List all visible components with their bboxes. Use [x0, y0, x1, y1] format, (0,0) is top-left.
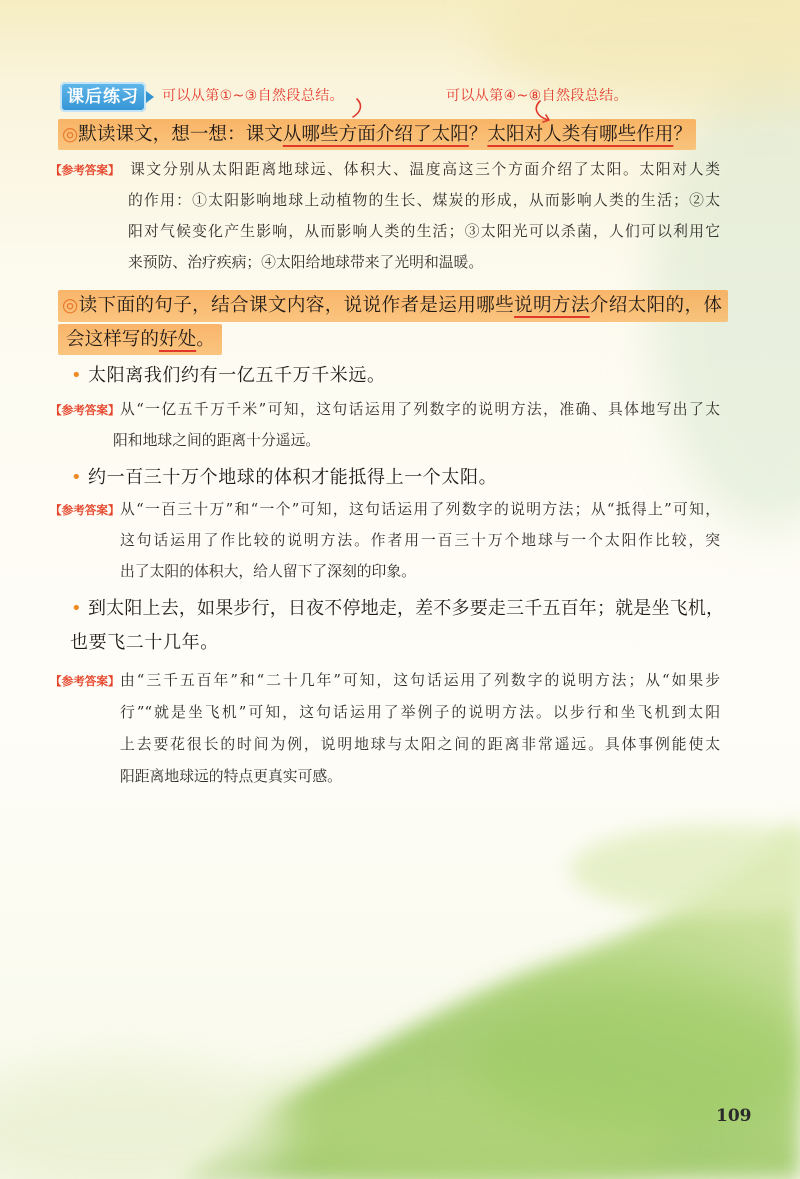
badge-pointer-icon — [146, 91, 154, 103]
answer-1-line: 阳对气候变化产生影响，从而影响人类的生活；③太阳光可以杀菌，人们可以利用它 — [128, 223, 720, 240]
answer-1-line: 的作用：①太阳影响地球上动植物的生长、煤炭的形成，从而影响人类的生活；②太 — [128, 192, 720, 209]
bullet-icon: • — [71, 598, 82, 619]
answer-label: 【参考答案】 — [50, 674, 120, 688]
example-answer-line: 由“三千五百年”和“二十几年”可知，这句话运用了列数字的说明方法；从“如果步 — [120, 672, 720, 689]
bullet-icon: • — [71, 365, 82, 386]
question-1-underlined-part-2: 太阳对人类有哪些作用 — [487, 124, 674, 145]
answer-label: 【参考答案】 — [50, 163, 120, 177]
example-answer-line: 出了太阳的体积大，给人留下了深刻的印象。 — [120, 563, 416, 580]
example-sentence: 也要飞二十几年。 — [70, 632, 219, 653]
page-number: 109 — [716, 1106, 752, 1126]
question-2-underlined-part-2: 好处 — [158, 329, 197, 350]
section-badge: 课后练习 — [60, 82, 146, 112]
question-2-line — [62, 290, 722, 322]
question-marker-icon: ◎ — [62, 124, 79, 145]
question-1-underlined-part-1: 从哪些方面介绍了太阳 — [282, 124, 469, 145]
answer-label: 【参考答案】 — [50, 403, 120, 417]
bullet-icon: • — [71, 467, 82, 488]
question-2-text: 读下面的句子，结合课文内容，说说作者是运用哪些 — [78, 295, 515, 316]
example-answer-line: 阳和地球之间的距离十分遥远。 — [113, 432, 321, 449]
example-answer-line: 从“一亿五千万千米”可知，这句话运用了列数字的说明方法，准确、具体地写出了太 — [120, 401, 720, 418]
question-2-line — [66, 324, 215, 355]
question-1-text: 默读课文，想一想：课文 — [78, 124, 283, 145]
answer-label: 【参考答案】 — [50, 503, 120, 517]
answer-1-line: 来预防、治疗疾病；④太阳给地球带来了光明和温暖。 — [128, 254, 484, 271]
question-1-punctuation: ？ — [673, 124, 692, 145]
answer-1-line: 课文分别从太阳距离地球远、体积大、温度高这三个方面介绍了太阳。太阳对人类 — [130, 161, 720, 178]
annotation-note-right: 可以从第④~⑧自然段总结。 — [446, 88, 629, 104]
question-marker-icon: ◎ — [62, 295, 79, 316]
example-answer-line: 阳距离地球远的特点更真实可感。 — [120, 768, 342, 785]
question-2-underlined-part-1: 说明方法 — [514, 295, 590, 316]
question-2-text: 会这样写的 — [66, 329, 159, 350]
example-answer-line: 从“一百三十万”和“一个”可知，这句话运用了列数字的说明方法；从“抵得上”可知， — [120, 501, 720, 518]
example-sentence: 约一百三十万个地球的体积才能抵得上一个太阳。 — [88, 467, 498, 488]
question-2-punctuation: 。 — [196, 329, 215, 350]
question-2-text: 介绍太阳的，体 — [589, 295, 722, 316]
question-1-punctuation: ？ — [468, 124, 488, 145]
question-1 — [62, 119, 692, 150]
example-answer-line: 行”“就是坐飞机”可知，这句话运用了举例子的说明方法。以步行和坐飞机到太阳 — [120, 704, 720, 721]
annotation-note-left: 可以从第①~③自然段总结。 — [162, 88, 345, 104]
example-sentence: 到太阳上去，如果步行，日夜不停地走，差不多要走三千五百年；就是坐飞机， — [88, 598, 724, 619]
example-sentence: 太阳离我们约有一亿五千万千米远。 — [88, 365, 386, 386]
example-answer-line: 上去要花很长的时间为例，说明地球与太阳之间的距离非常遥远。具体事例能使太 — [120, 736, 720, 753]
example-answer-line: 这句话运用了作比较的说明方法。作者用一百三十万个地球与一个太阳作比较，突 — [120, 532, 720, 549]
